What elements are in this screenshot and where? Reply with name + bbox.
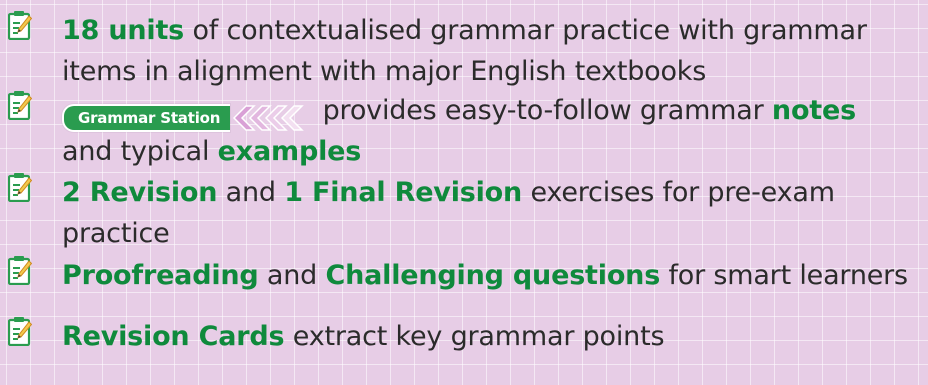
highlight-text: Revision Cards (62, 321, 285, 352)
body-text: for smart learners (660, 260, 908, 291)
feature-line (62, 172, 924, 213)
body-text: provides easy-to-follow grammar (314, 95, 772, 126)
feature-text (62, 90, 924, 172)
feature-line-rest (314, 95, 856, 126)
feature-line (62, 131, 924, 172)
highlight-text: Challenging questions (325, 260, 661, 291)
pencil-checklist-icon (8, 90, 32, 120)
body-text: and (258, 260, 326, 291)
body-text: and (217, 177, 285, 208)
body-text: extract key grammar points (284, 321, 665, 352)
feature-line (62, 255, 924, 296)
highlight-text: 1 Final Revision (284, 177, 523, 208)
body-text: items in alignment with major English textbooks (62, 56, 707, 87)
body-text: of contextualised grammar practice with grammar (184, 15, 867, 46)
chevrons-icon (230, 104, 308, 132)
highlight-text: examples (217, 136, 362, 167)
body-text: exercises for pre-exam (522, 177, 835, 208)
highlight-text: 18 units (62, 15, 185, 46)
feature-text (62, 172, 924, 254)
feature-text (62, 316, 924, 357)
body-text: practice (62, 218, 170, 249)
feature-line (62, 51, 924, 92)
pencil-checklist-icon (8, 172, 32, 202)
pencil-checklist-icon (8, 10, 32, 40)
feature-line (62, 213, 924, 254)
highlight-text: 2 Revision (62, 177, 218, 208)
feature-line (62, 10, 924, 51)
feature-line (62, 316, 924, 357)
feature-text (62, 255, 924, 296)
pencil-checklist-icon (8, 316, 32, 346)
feature-line (62, 90, 924, 131)
body-text: and typical (62, 136, 218, 167)
highlight-text: notes (771, 95, 856, 126)
badge-label: Grammar Station (62, 104, 230, 132)
pencil-checklist-icon (8, 255, 32, 285)
highlight-text: Proofreading (62, 260, 259, 291)
feature-text (62, 10, 924, 92)
grammar-station-badge (62, 94, 308, 127)
